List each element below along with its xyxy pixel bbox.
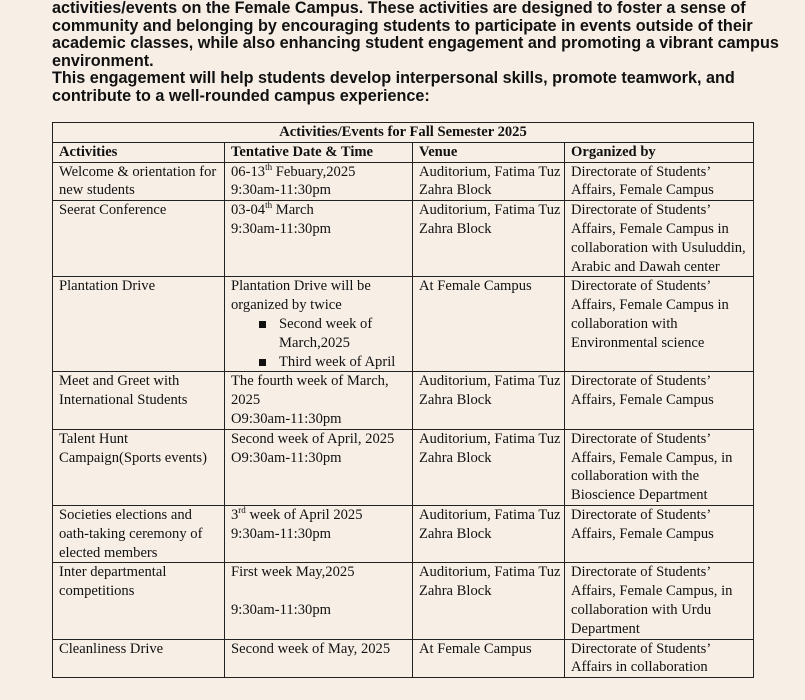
table-row (53, 639, 754, 678)
cell-activity: Cleanliness Drive (53, 639, 225, 678)
cell-organizer: Directorate of Students’ Affairs, Female Campus (565, 372, 754, 429)
table-row (53, 277, 754, 372)
cell-venue: At Female Campus (413, 639, 565, 678)
cell-organizer: Directorate of Students’ Affairs, Female Campus, in collaboration with Urdu Department (565, 563, 754, 639)
cell-organizer: Directorate of Students’ Affairs, Female Campus in collaboration with Environmental science (565, 277, 754, 372)
cell-activity: Meet and Greet with International Students (53, 372, 225, 429)
intro-paragraph-1: activities/events on the Female Campus. These activities are designed to foster a sense of community and belonging by encouraging students to participate in events outside of their academic classes, while also enhancing student engagement and promoting a vibrant campus environment. (52, 0, 779, 70)
table-title-row (53, 123, 754, 143)
cell-venue: Auditorium, Fatima Tuz Zahra Block (413, 162, 565, 201)
intro-paragraph-2: This engagement will help students develop interpersonal skills, promote teamwork, and contribute to a well-rounded campus experience: (52, 69, 735, 105)
date-bullet-item: Second week of March,2025 (279, 315, 412, 353)
header-venue: Venue (413, 142, 565, 162)
header-activities: Activities (53, 142, 225, 162)
cell-activity: Welcome & orientation for new students (53, 162, 225, 201)
events-table (52, 122, 754, 678)
cell-venue: Auditorium, Fatima Tuz Zahra Block (413, 505, 565, 562)
header-organized-by: Organized by (565, 142, 754, 162)
table-row (53, 563, 754, 639)
cell-date: 06-13th Febuary,2025 9:30am-11:30pm (225, 162, 413, 201)
cell-date: 3rd week of April 2025 9:30am-11:30pm (225, 505, 413, 562)
cell-date (225, 277, 413, 372)
cell-date-intro: Plantation Drive will be organized by twice (231, 278, 371, 314)
cell-date: First week May,2025 9:30am-11:30pm (225, 563, 413, 639)
cell-date: The fourth week of March, 2025 O9:30am-11:30pm (225, 372, 413, 429)
table-title: Activities/Events for Fall Semester 2025 (53, 123, 754, 143)
table-header-row (53, 142, 754, 162)
cell-venue: Auditorium, Fatima Tuz Zahra Block (413, 201, 565, 277)
cell-activity: Plantation Drive (53, 277, 225, 372)
date-bullet-list (231, 315, 412, 371)
intro-text (52, 0, 782, 106)
cell-date: 03-04th March 9:30am-11:30pm (225, 201, 413, 277)
cell-date: Second week of April, 2025 O9:30am-11:30pm (225, 429, 413, 505)
cell-venue: Auditorium, Fatima Tuz Zahra Block (413, 429, 565, 505)
cell-activity: Societies elections and oath-taking ceremony of elected members (53, 505, 225, 562)
cell-organizer: Directorate of Students’ Affairs, Female Campus in collaboration with Usuluddin, Arabic and Dawah center (565, 201, 754, 277)
table-row (53, 162, 754, 201)
cell-organizer: Directorate of Students’ Affairs, Female Campus, in collaboration with the Bioscience Department (565, 429, 754, 505)
cell-organizer: Directorate of Students’ Affairs in collaboration (565, 639, 754, 678)
cell-date: Second week of May, 2025 (225, 639, 413, 678)
cell-organizer: Directorate of Students’ Affairs, Female Campus (565, 162, 754, 201)
cell-activity: Seerat Conference (53, 201, 225, 277)
cell-venue: At Female Campus (413, 277, 565, 372)
cell-activity: Talent Hunt Campaign(Sports events) (53, 429, 225, 505)
table-row (53, 372, 754, 429)
cell-organizer: Directorate of Students’ Affairs, Female Campus (565, 505, 754, 562)
cell-activity: Inter departmental competitions (53, 563, 225, 639)
cell-venue: Auditorium, Fatima Tuz Zahra Block (413, 372, 565, 429)
table-row (53, 201, 754, 277)
table-row (53, 505, 754, 562)
header-date-time: Tentative Date & Time (225, 142, 413, 162)
cell-venue: Auditorium, Fatima Tuz Zahra Block (413, 563, 565, 639)
date-bullet-item: Third week of April (279, 353, 412, 372)
table-row (53, 429, 754, 505)
